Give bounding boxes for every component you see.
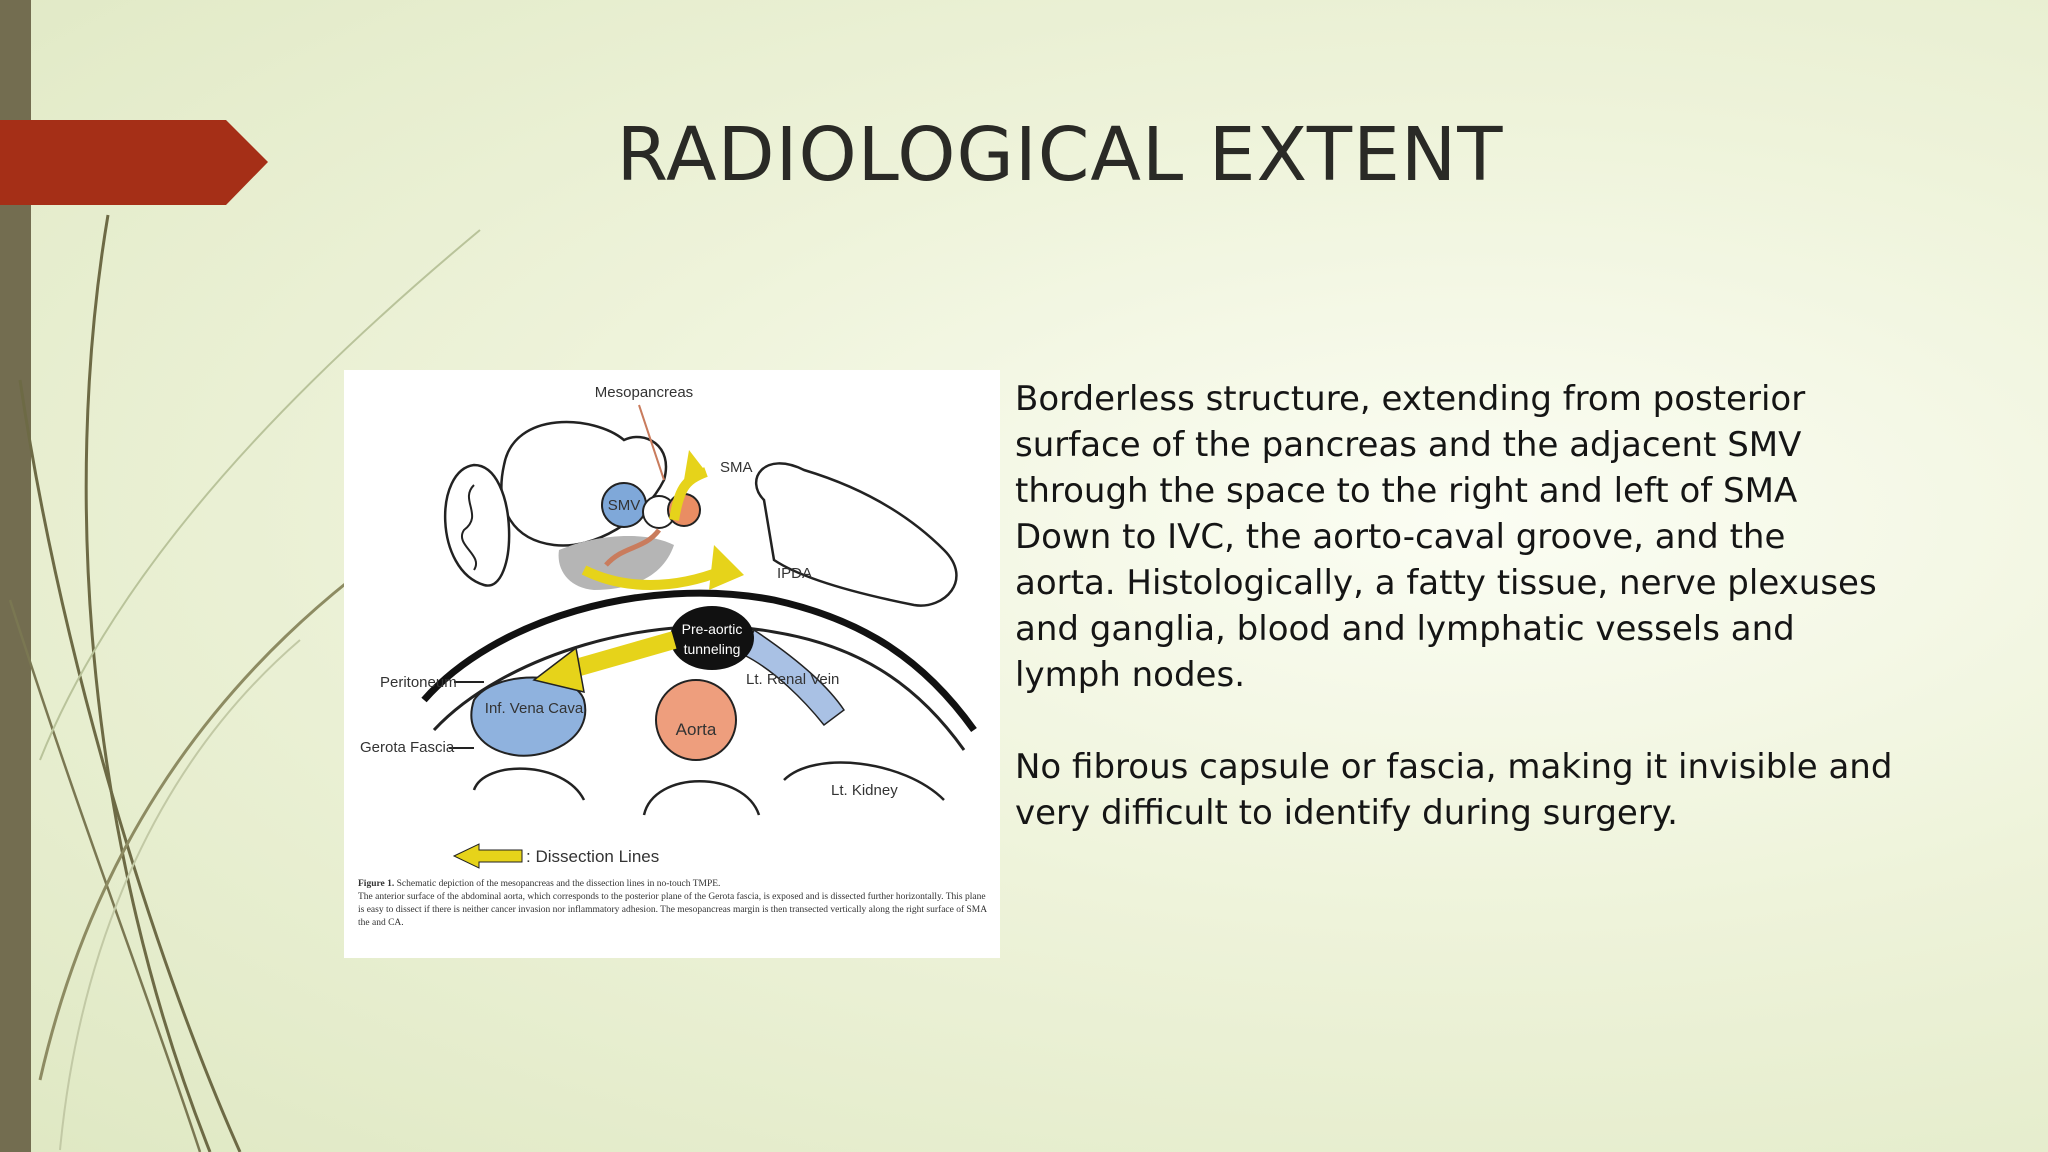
paragraph-2: No fibrous capsule or fascia, making it invisible and very difficult to identify during surgery. (1015, 747, 1893, 833)
caption-title: Schematic depiction of the mesopancreas and the dissection lines in no-touch TMPE. (396, 879, 721, 889)
label-sma: SMA (720, 459, 753, 476)
label-tunneling: tunneling (683, 641, 741, 657)
anatomy-figure (344, 370, 1000, 958)
anatomy-diagram (344, 370, 1000, 875)
label-gerota-fascia: Gerota Fascia (360, 739, 455, 756)
paragraph-1: Borderless structure, extending from posterior surface of the pancreas and the adjacent SMV through the space to the right and left of SMA Down to IVC, the aorto-caval groove, and the aorta. Histologically, a fatty tissue, nerve plexuses and ganglia, blood and lymphatic vessels and lymph nodes. (1015, 379, 1877, 695)
colon (756, 463, 956, 605)
caption-figure-label: Figure 1. (358, 879, 395, 889)
title-arrow-tab (0, 120, 268, 205)
slide-body (1015, 376, 1895, 882)
slide-title: RADIOLOGICAL EXTENT (616, 112, 1504, 198)
mesopancreas-region (501, 422, 666, 546)
label-peritoneum: Peritoneum (380, 674, 457, 691)
label-lt-kidney: Lt. Kidney (831, 782, 898, 799)
label-pre-aortic: Pre-aortic (681, 621, 743, 637)
caption-body: The anterior surface of the abdominal aorta, which corresponds to the posterior plane of the Gerota fascia, is exposed and is dissected further horizontally. This plane is easy to dissect if there is neither cancer invasion nor inflammatory adhesion. The mesopancreas margin is then transected vertically along the right surface of SMA the and CA. (358, 892, 987, 928)
label-aorta: Aorta (675, 720, 717, 739)
duodenum (445, 465, 509, 586)
label-mesopancreas: Mesopancreas (594, 384, 694, 401)
label-lt-renal-vein: Lt. Renal Vein (746, 671, 840, 688)
label-inf-vena-cava: Inf. Vena Cava (484, 700, 584, 717)
figure-caption (358, 878, 994, 930)
label-ipda: IPDA (777, 565, 813, 582)
label-smv: SMV (607, 497, 641, 514)
pre-aortic-tunnel (670, 606, 754, 670)
label-dissection-lines: : Dissection Lines (526, 847, 660, 866)
